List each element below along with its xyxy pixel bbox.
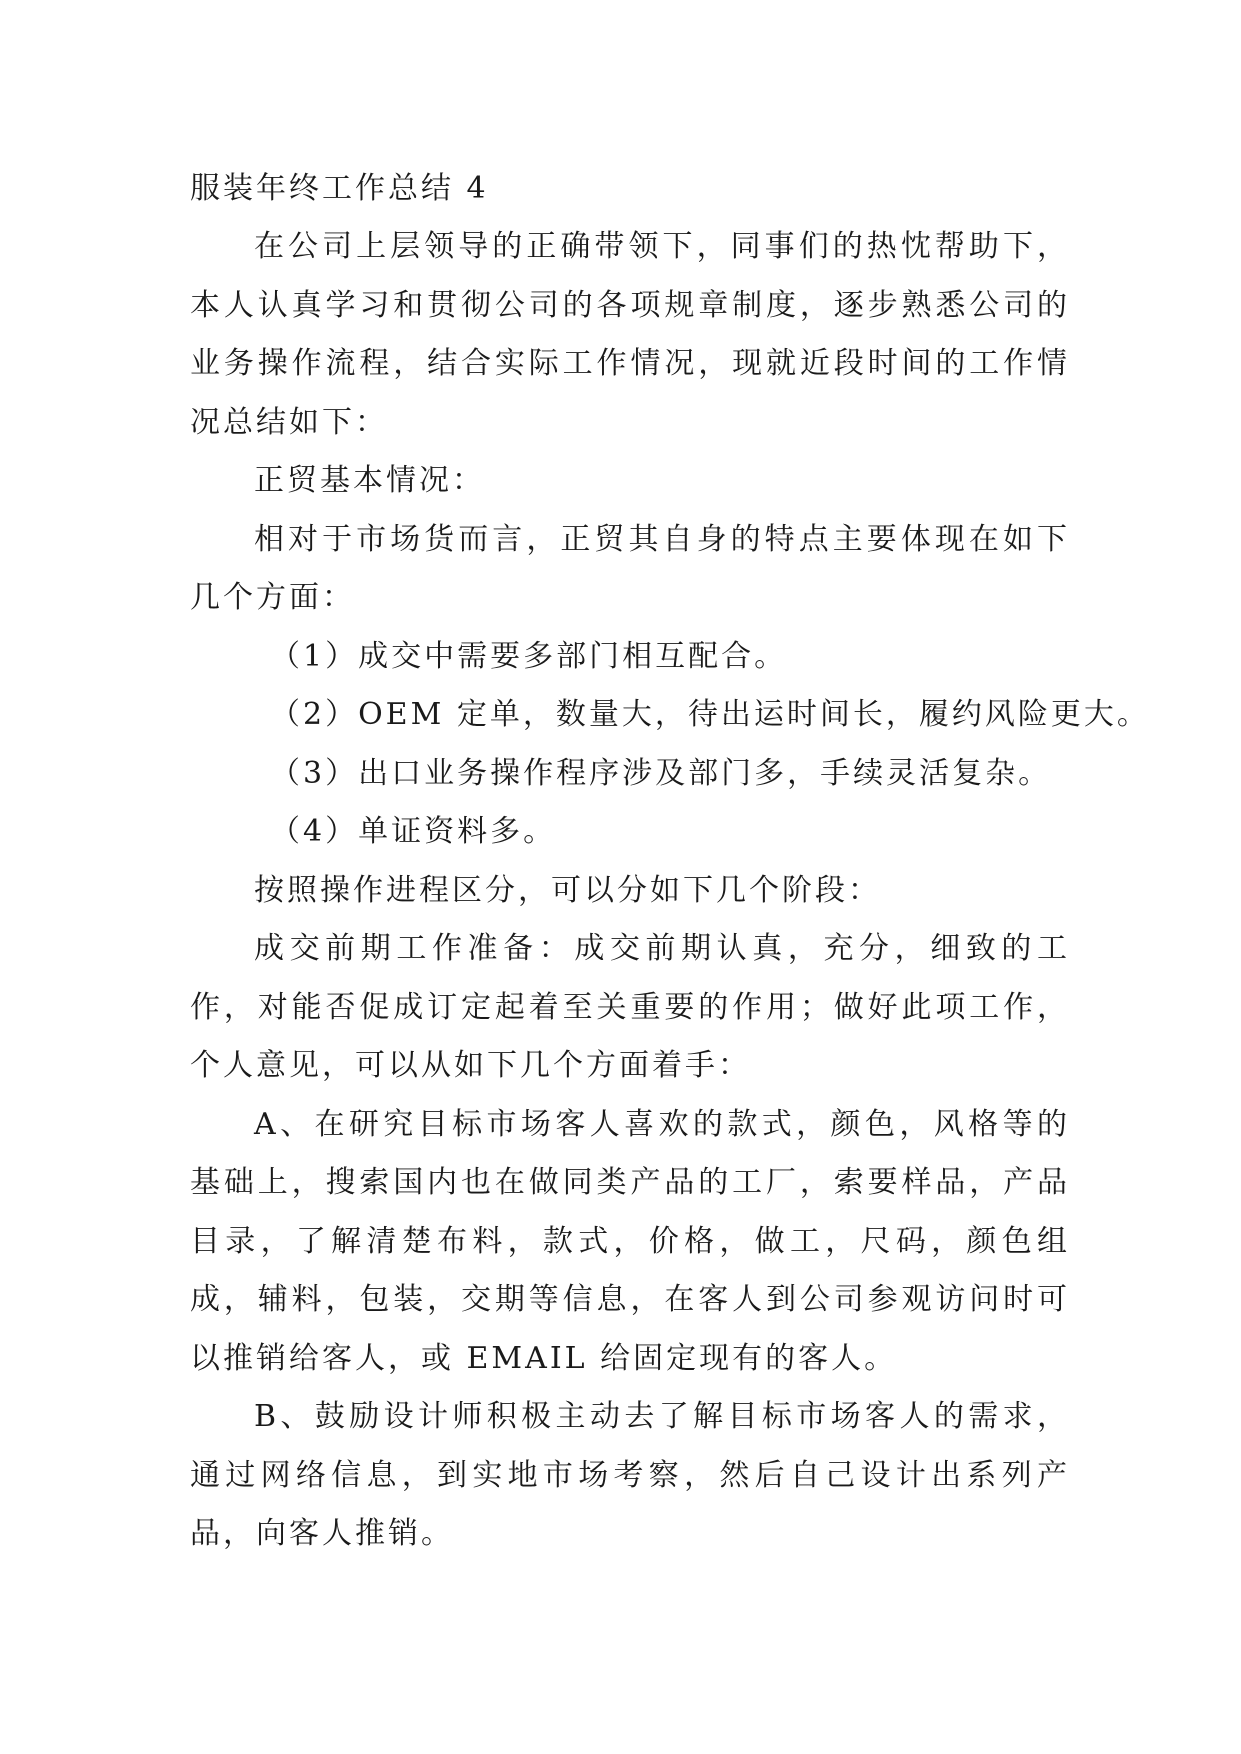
- list-item-1: （1）成交中需要多部门相互配合。: [270, 638, 788, 674]
- paragraph-point-b: B、鼓励设计师积极主动去了解目标市场客人的需求，通过网络信息，到实地市场考察，然后自己设计出系列产品，向客人推销。: [190, 1399, 1070, 1551]
- paragraph-point-a: A、在研究目标市场客人喜欢的款式，颜色，风格等的基础上，搜索国内也在做同类产品的工厂，索要样品，产品目录，了解清楚布料，款式，价格，做工，尺码，颜色组成，辅料，包装，交期等信息，在客人到公司参观访问时可以推销给客人，或 EMAIL 给固定现有的客人。: [190, 1106, 1070, 1376]
- paragraph-stages: 按照操作进程区分，可以分如下几个阶段：: [254, 872, 881, 908]
- list-item-4: （4）单证资料多。: [270, 814, 557, 849]
- document-title: 服装年终工作总结 4: [190, 171, 489, 206]
- paragraph-section-heading: 正贸基本情况：: [254, 463, 485, 498]
- paragraph-pre-deal-preparation: 成交前期工作准备：成交前期认真，充分，细致的工作，对能否促成订定起着至关重要的作用；做好此项工作，个人意见，可以从如下几个方面着手：: [190, 931, 1070, 1083]
- list-item-2: （2）OEM 定单，数量大，待出运时间长，履约风险更大。: [270, 697, 1150, 732]
- paragraph-intro: 在公司上层领导的正确带领下，同事们的热忱帮助下，本人认真学习和贯彻公司的各项规章制度，逐步熟悉公司的业务操作流程，结合实际工作情况，现就近段时间的工作情况总结如下：: [190, 229, 1070, 440]
- list-item-3: （3）出口业务操作程序涉及部门多，手续灵活复杂。: [270, 755, 1052, 791]
- paragraph-characteristics: 相对于市场货而言，正贸其自身的特点主要体现在如下几个方面：: [190, 521, 1070, 615]
- document-body: [190, 160, 1150, 1564]
